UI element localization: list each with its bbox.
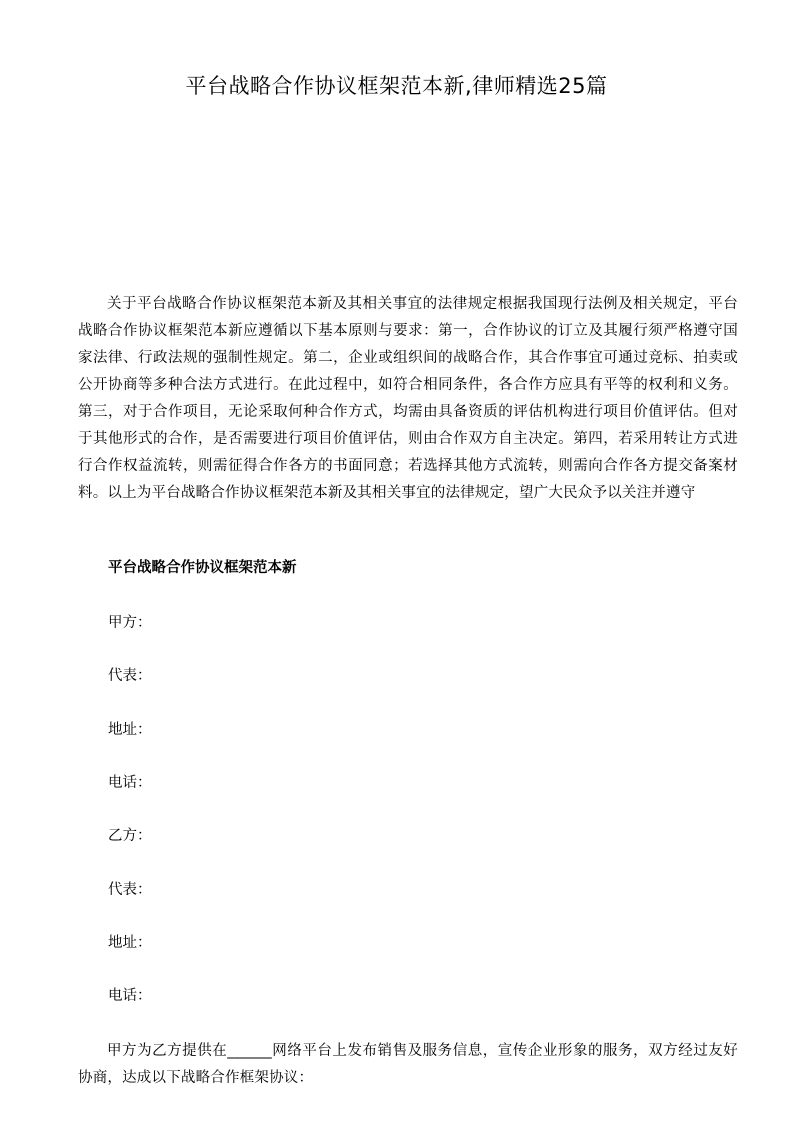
party-a-phone-field: 电话：: [108, 775, 152, 791]
party-a-address-field: 地址：: [108, 722, 152, 738]
party-b-representative-field: 代表：: [108, 882, 152, 898]
party-a-name-field: 甲方：: [108, 615, 152, 631]
party-b-name-field: 乙方：: [108, 828, 152, 844]
document-title: 平台战略合作协议框架范本新,律师精选25篇: [185, 74, 608, 98]
party-a-representative-field: 代表：: [108, 668, 152, 684]
closing-paragraph: 甲方为乙方提供在______网络平台上发布销售及服务信息，宣传企业形象的服务，双方经过友好协商，达成以下战略合作框架协议：: [78, 1043, 738, 1086]
party-b-address-field: 地址：: [108, 935, 152, 951]
section-heading: 平台战略合作协议框架范本新: [108, 560, 297, 576]
intro-paragraph: 关于平台战略合作协议框架范本新及其相关事宜的法律规定根据我国现行法例及相关规定，平台战略合作协议框架范本新应遵循以下基本原则与要求：第一，合作协议的订立及其履行须严格遵守国家法律、行政法规的强制性规定。第二，企业或组织间的战略合作，其合作事宜可通过竞标、拍卖或公开协商等多种合法方式进行。在此过程中，如符合相同条件，各合作方应具有平等的权利和义务。第三，对于合作项目，无论采取何种合作方式，均需由具备资质的评估机构进行项目价值评估。但对于其他形式的合作，是否需要进行项目价值评估，则由合作双方自主决定。第四，若采用转让方式进行合作权益流转，则需征得合作各方的书面同意；若选择其他方式流转，则需向合作各方提交备案材料。以上为平台战略合作协议框架范本新及其相关事宜的法律规定，望广大民众予以关注并遵守: [78, 296, 738, 501]
party-b-phone-field: 电话：: [108, 988, 152, 1004]
